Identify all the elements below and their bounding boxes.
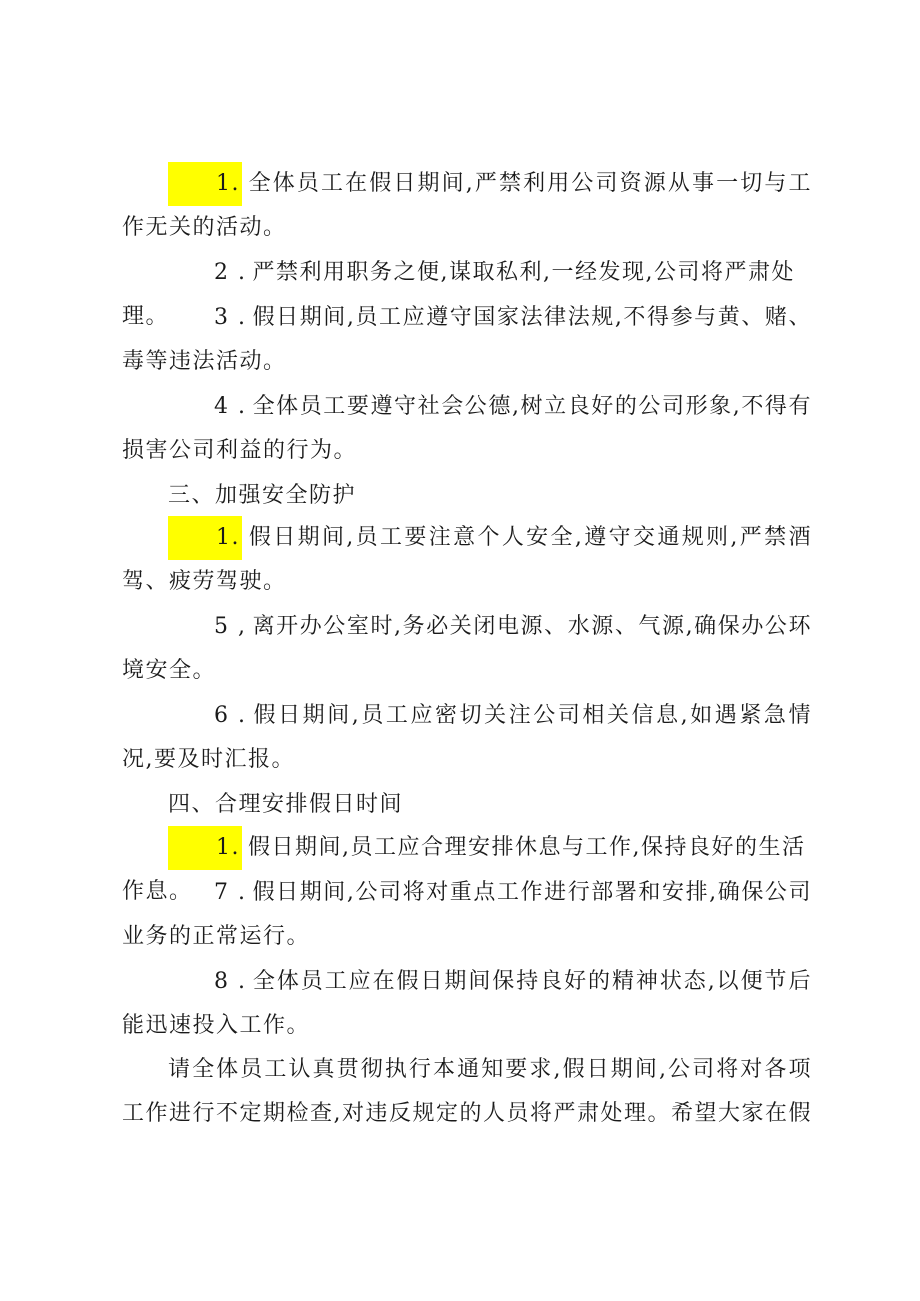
paragraph-text: 假日期间,员工应密切关注公司相关信息,如遇紧急情况,要及时汇报。 bbox=[122, 703, 812, 772]
paragraph-rule-3 bbox=[122, 296, 812, 384]
list-marker-highlighted: 1. bbox=[168, 162, 242, 206]
paragraph-safety-5 bbox=[122, 605, 812, 693]
paragraph-closing bbox=[122, 1048, 812, 1136]
list-marker-highlighted: 1. bbox=[168, 826, 242, 870]
paragraph-text: 全体员工要遵守社会公德,树立良好的公司形象,不得有损害公司利益的行为。 bbox=[122, 394, 812, 463]
paragraph-safety-1 bbox=[122, 516, 812, 604]
paragraph-schedule-7 bbox=[122, 871, 812, 959]
list-marker: 5 , bbox=[214, 614, 247, 639]
paragraph-text: 假日期间,公司将对重点工作进行部署和安排,确保公司业务的正常运行。 bbox=[122, 880, 812, 949]
paragraph-schedule-8 bbox=[122, 960, 812, 1048]
paragraph-text: 请全体员工认真贯彻执行本通知要求,假日期间,公司将对各项工作进行不定期检查,对违反规定的人员将严肃处理。希望大家在假 bbox=[122, 1057, 812, 1126]
paragraph-text: 假日期间,员工应合理安排休息与工作,保持良好的生活作息。 bbox=[122, 835, 806, 904]
paragraph-text: 全体员工应在假日期间保持良好的精神状态,以便节后能迅速投入工作。 bbox=[122, 969, 812, 1038]
list-marker: 8 . bbox=[214, 969, 247, 994]
list-marker: 7 . bbox=[214, 880, 247, 905]
section-heading-3 bbox=[122, 474, 812, 518]
section-heading-text: 四、合理安排假日时间 bbox=[168, 792, 404, 817]
section-heading-4 bbox=[122, 783, 812, 827]
paragraph-safety-6 bbox=[122, 694, 812, 782]
list-marker-highlighted: 1. bbox=[168, 516, 242, 560]
paragraph-text: 严禁利用职务之便,谋取私利,一经发现,公司将严肃处理。 bbox=[122, 260, 795, 329]
list-marker: 4 . bbox=[214, 394, 247, 419]
paragraph-text: 离开办公室时,务必关闭电源、水源、气源,确保办公环境安全。 bbox=[122, 614, 812, 683]
list-marker: 6 . bbox=[214, 703, 247, 728]
paragraph-text: 假日期间,员工要注意个人安全,遵守交通规则,严禁酒驾、疲劳驾驶。 bbox=[122, 525, 812, 594]
paragraph-rule-1 bbox=[122, 162, 812, 250]
paragraph-text: 全体员工在假日期间,严禁利用公司资源从事一切与工作无关的活动。 bbox=[122, 171, 812, 240]
paragraph-rule-4 bbox=[122, 385, 812, 473]
section-heading-text: 三、加强安全防护 bbox=[168, 483, 357, 508]
list-marker: 2 . bbox=[214, 260, 247, 285]
paragraph-text: 假日期间,员工应遵守国家法律法规,不得参与黄、赌、毒等违法活动。 bbox=[122, 305, 812, 374]
list-marker: 3 . bbox=[214, 305, 247, 330]
